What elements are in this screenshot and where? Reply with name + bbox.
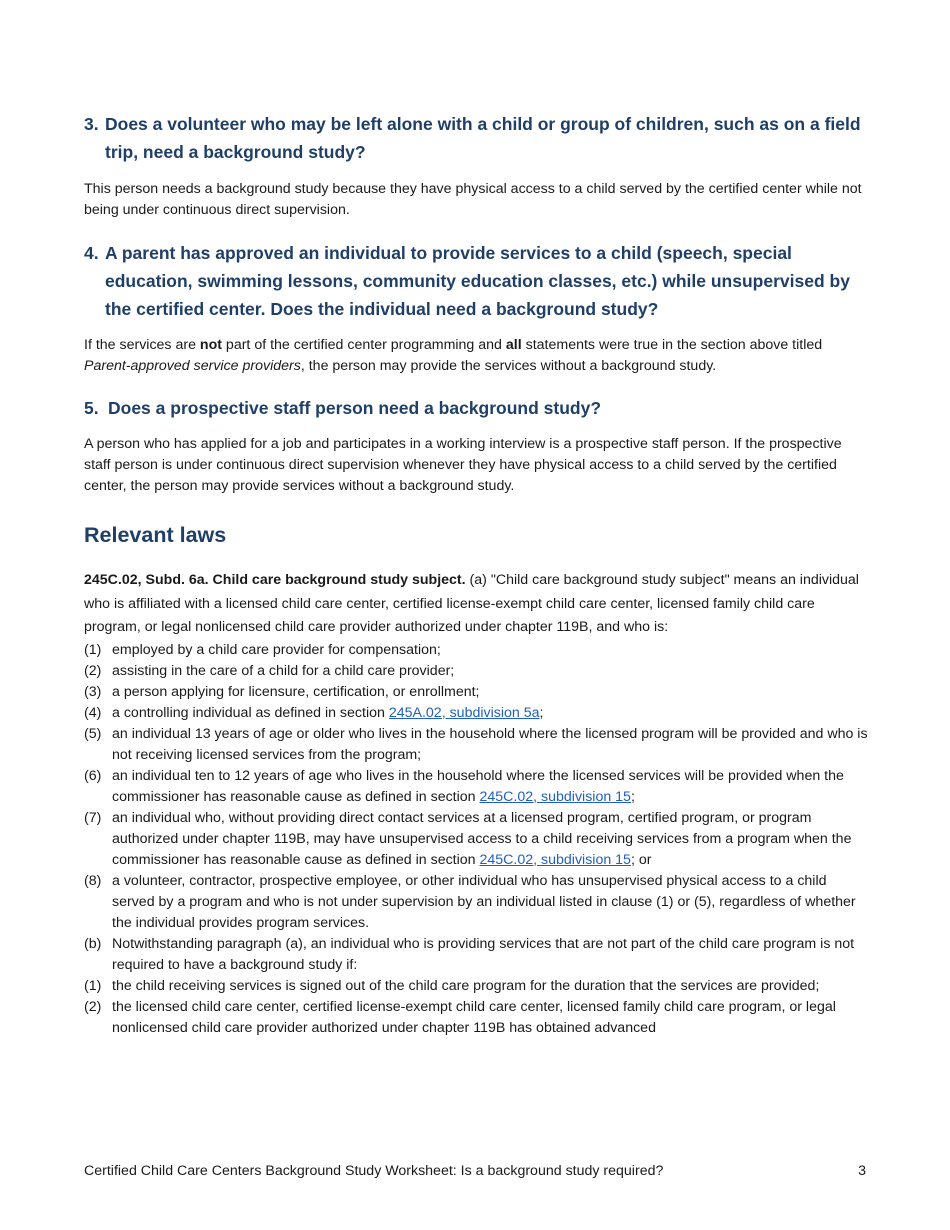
question-3-heading	[84, 110, 869, 166]
clause-number: (8)	[84, 872, 102, 889]
clause-text: assisting in the care of a child for a child care provider;	[112, 662, 455, 679]
list-item	[84, 682, 869, 703]
clause-text: an individual 13 years of age or older who lives in the household where the licensed program will be provided and who is not receiving licensed services from the program;	[112, 725, 868, 763]
law-citation: 245C.02, Subd. 6a. Child care background study subject.	[84, 572, 466, 588]
clause-text	[112, 808, 869, 871]
page-number: 3	[858, 1163, 866, 1179]
list-item	[84, 976, 869, 997]
answer-text: , the person may provide the services without a background study.	[300, 358, 717, 374]
law-intro	[84, 569, 869, 640]
relevant-laws-heading: Relevant laws	[84, 523, 227, 547]
list-item	[84, 703, 869, 724]
statute-link-245a02-subd5a[interactable]: 245A.02, subdivision 5a	[388, 704, 540, 721]
clause-text: employed by a child care provider for compensation;	[112, 641, 441, 658]
clause-text-part: an individual ten to 12 years of age who lives in the household where the licensed services will be provided when the commissioner has reasonable cause as defined in section	[112, 767, 844, 805]
answer-text: statements were true in the section above titled	[521, 337, 823, 353]
clause-number: (7)	[84, 809, 102, 826]
question-3-answer: This person needs a background study because they have physical access to a child served by the certified center while not being under continuous direct supervision.	[84, 181, 862, 218]
question-3-number: 3.	[84, 114, 99, 134]
clause-number: (1)	[84, 977, 102, 994]
list-item	[84, 766, 869, 808]
question-5-title: Does a prospective staff person need a background study?	[108, 398, 602, 418]
list-item	[84, 724, 869, 766]
list-item	[84, 640, 869, 661]
answer-italic-section-ref: Parent-approved service providers	[84, 358, 301, 374]
answer-text: part of the certified center programming and	[221, 337, 506, 353]
page-footer	[84, 1161, 866, 1182]
clause-number: (2)	[84, 998, 102, 1015]
question-5-number: 5.	[84, 398, 99, 418]
list-item	[84, 934, 869, 976]
answer-bold-not: not	[199, 337, 222, 353]
statute-link-245c02-subd15[interactable]: 245C.02, subdivision 15	[479, 851, 631, 868]
clause-number: (5)	[84, 725, 102, 742]
law-clause-list	[84, 640, 869, 1039]
list-item	[84, 661, 869, 682]
clause-number: (3)	[84, 683, 102, 700]
clause-text-part: a controlling individual as defined in section	[112, 704, 389, 721]
question-4-title: A parent has approved an individual to provide services to a child (speech, special education, swimming lessons, community education classes, etc.) while unsupervised by the certified center. Does the individual need a background study?	[105, 243, 850, 319]
clause-text-part: ; or	[630, 851, 652, 868]
clause-text: the child receiving services is signed out of the child care program for the duration that the services are provided;	[112, 977, 820, 994]
clause-number: (b)	[84, 935, 102, 952]
clause-number: (2)	[84, 662, 102, 679]
statute-link-245c02-subd15[interactable]: 245C.02, subdivision 15	[479, 788, 631, 805]
clause-text: a volunteer, contractor, prospective employee, or other individual who has unsupervised physical access to a child served by a program and who is not under supervision by an individual listed in clause (1) or (5), regardless of whether the individual provides program services.	[112, 872, 856, 931]
answer-text: If the services are	[84, 337, 200, 353]
question-5-heading	[84, 394, 869, 422]
footer-title: Certified Child Care Centers Background Study Worksheet: Is a background study required?	[84, 1163, 664, 1179]
clause-text: a person applying for licensure, certification, or enrollment;	[112, 683, 480, 700]
clause-text-part: an individual who, without providing direct contact services at a licensed program, certified program, or program authorized under chapter 119B, may have unsupervised access to a child receiving services from a program when the commissioner has reasonable cause as defined in section	[112, 809, 852, 868]
clause-text: Notwithstanding paragraph (a), an individual who is providing services that are not part of the child care program is not required to have a background study if:	[112, 935, 855, 973]
list-item	[84, 871, 869, 934]
question-4-number: 4.	[84, 243, 99, 263]
clause-text-part: ;	[539, 704, 544, 721]
clause-text	[112, 703, 869, 724]
clause-text: the licensed child care center, certified license-exempt child care center, licensed family child care program, or legal nonlicensed child care provider authorized under chapter 119B has obtained advanced	[112, 998, 836, 1036]
question-4-heading	[84, 239, 869, 323]
question-3-title: Does a volunteer who may be left alone with a child or group of children, such as on a field trip, need a background study?	[105, 114, 861, 162]
clause-number: (1)	[84, 641, 102, 658]
list-item	[84, 997, 869, 1039]
question-5-answer: A person who has applied for a job and participates in a working interview is a prospective staff person. If the prospective staff person is under continuous direct supervision whenever they have physical access to a child served by the certified center, the person may provide services without a background study.	[84, 436, 842, 494]
clause-number: (4)	[84, 704, 102, 721]
document-page	[84, 110, 869, 1039]
question-4-answer	[84, 335, 869, 377]
clause-number: (6)	[84, 767, 102, 784]
clause-text	[112, 766, 869, 808]
list-item	[84, 808, 869, 871]
clause-text-part: ;	[630, 788, 635, 805]
answer-bold-all: all	[505, 337, 522, 353]
law-intro-text: (a) "Child care background study subject" means an individual who is affiliated with a licensed child care center, certified license-exempt child care center, licensed family child care program, or legal nonlicensed child care provider authorized under chapter 119B, and who is:	[84, 572, 859, 635]
